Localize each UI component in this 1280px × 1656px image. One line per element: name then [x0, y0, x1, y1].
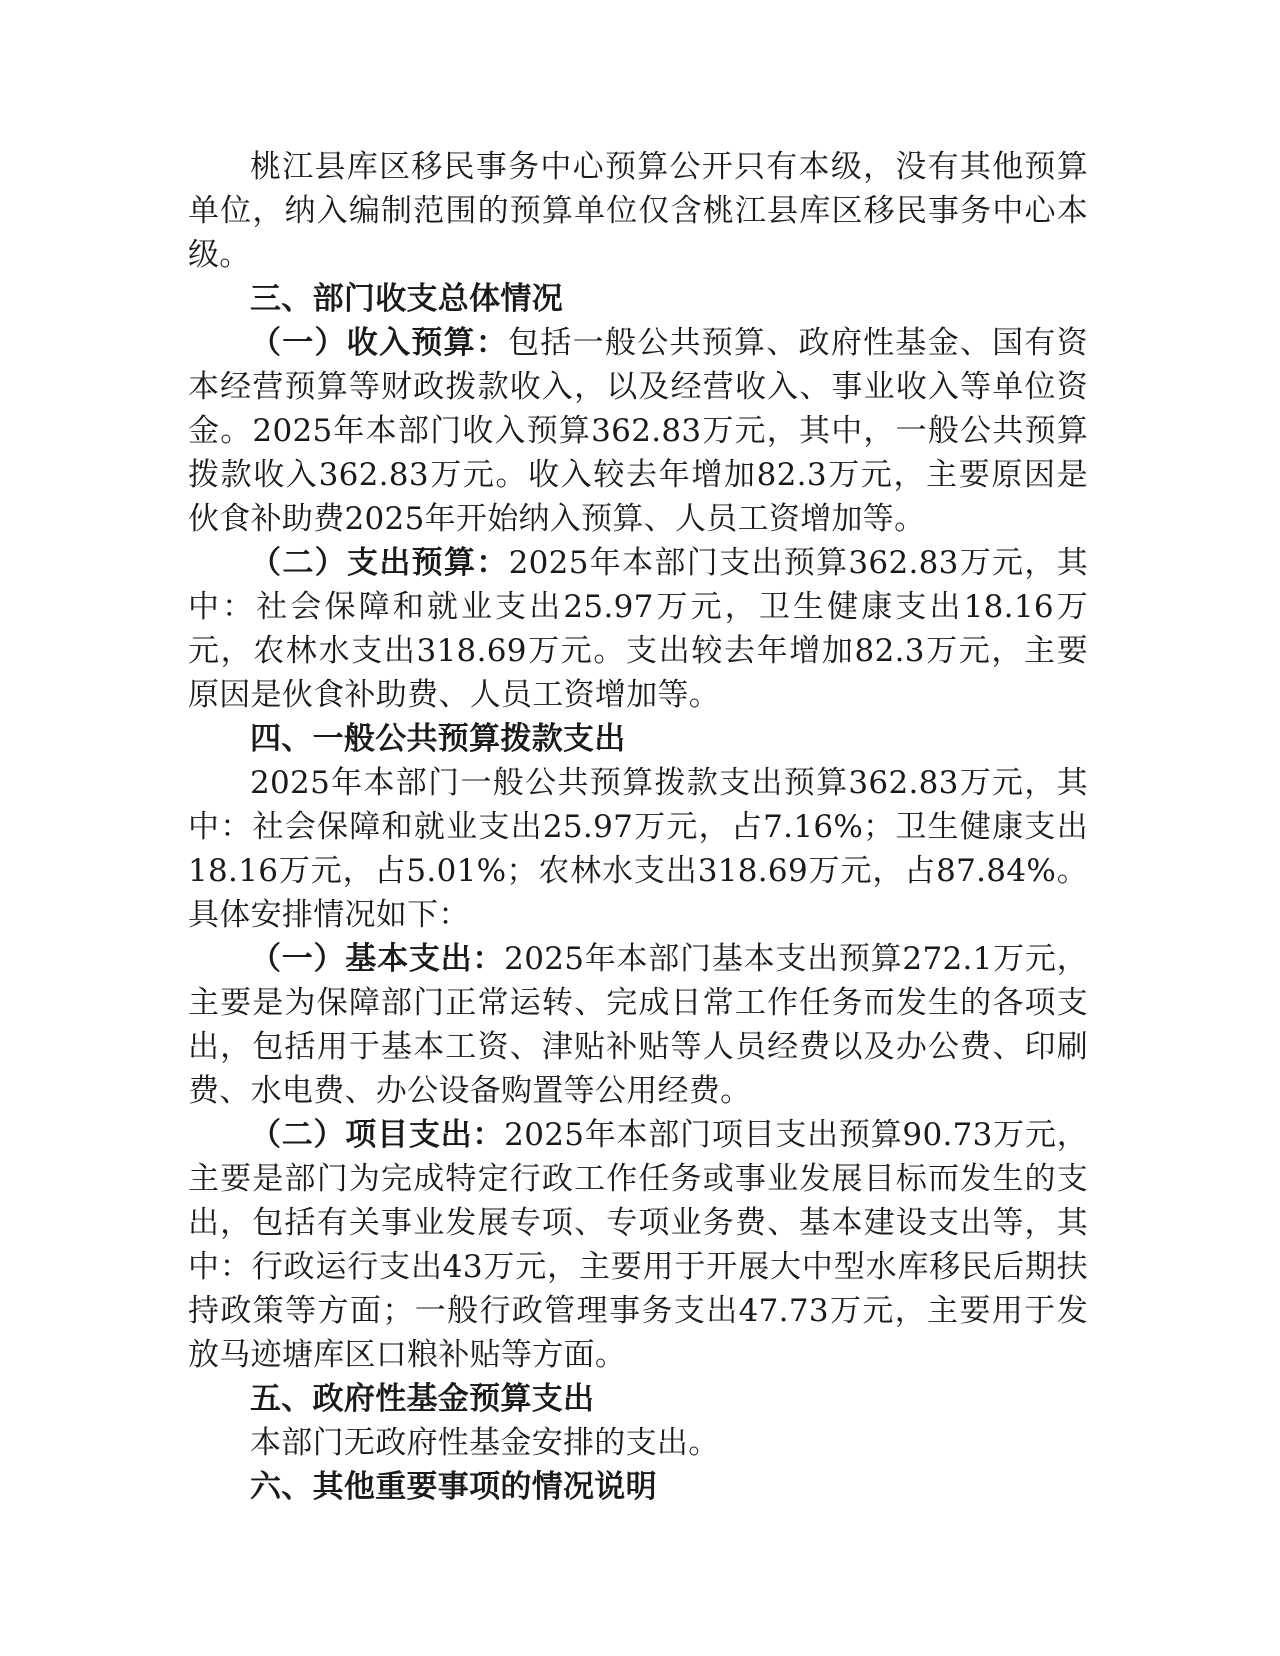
paragraph-scope: 桃江县库区移民事务中心预算公开只有本级，没有其他预算单位，纳入编制范围的预算单位仅含桃江县库区移民事务中心本级。: [188, 149, 1088, 273]
paragraph-expense-budget: [188, 541, 1088, 717]
project-expense-body: 2025年本部门项目支出预算90.73万元，主要是部门为完成特定行政工作任务或事业发展目标而发生的支出，包括有关事业发展专项、专项业务费、基本建设支出等，其中：行政运行支出43万元，主要用于开展大中型水库移民后期扶持政策等方面；一般行政管理事务支出47.73万元，主要用于发放马迹塘库区口粮补贴等方面。: [188, 1117, 1088, 1373]
paragraph-general-expense: 2025年本部门一般公共预算拨款支出预算362.83万元，其中：社会保障和就业支出25.97万元，占7.16%；卫生健康支出18.16万元，占5.01%；农林水支出318.69万元，占87.84%。具体安排情况如下：: [188, 765, 1088, 933]
income-budget-body: 包括一般公共预算、政府性基金、国有资本经营预算等财政拨款收入，以及经营收入、事业收入等单位资金。2025年本部门收入预算362.83万元，其中，一般公共预算拨款收入362.83万元。收入较去年增加82.3万元，主要原因是伙食补助费2025年开始纳入预算、人员工资增加等。: [188, 325, 1088, 537]
heading-section-4: 四、一般公共预算拨款支出: [250, 721, 626, 757]
paragraph-fund-expense: 本部门无政府性基金安排的支出。: [250, 1425, 720, 1461]
basic-expense-body: 2025年本部门基本支出预算272.1万元，主要是为保障部门正常运转、完成日常工作任务而发生的各项支出，包括用于基本工资、津贴补贴等人员经费以及办公费、印刷费、水电费、办公设备购置等公用经费。: [188, 941, 1088, 1109]
paragraph-project-expense: [188, 1113, 1088, 1377]
document-body: [188, 145, 1088, 1509]
expense-budget-lead: （二）支出预算：: [250, 545, 509, 581]
heading-section-6: 六、其他重要事项的情况说明: [250, 1469, 657, 1505]
heading-section-5: 五、政府性基金预算支出: [250, 1381, 595, 1417]
paragraph-basic-expense: [188, 937, 1088, 1113]
income-budget-lead: （一）收入预算：: [250, 325, 509, 361]
project-expense-lead: （二）项目支出：: [250, 1117, 505, 1153]
basic-expense-lead: （一）基本支出：: [250, 941, 505, 977]
expense-budget-body: 2025年本部门支出预算362.83万元，其中：社会保障和就业支出25.97万元，卫生健康支出18.16万元，农林水支出318.69万元。支出较去年增加82.3万元，主要原因是伙食补助费、人员工资增加等。: [188, 545, 1088, 713]
paragraph-income-budget: [188, 321, 1088, 541]
heading-section-3: 三、部门收支总体情况: [250, 281, 563, 317]
